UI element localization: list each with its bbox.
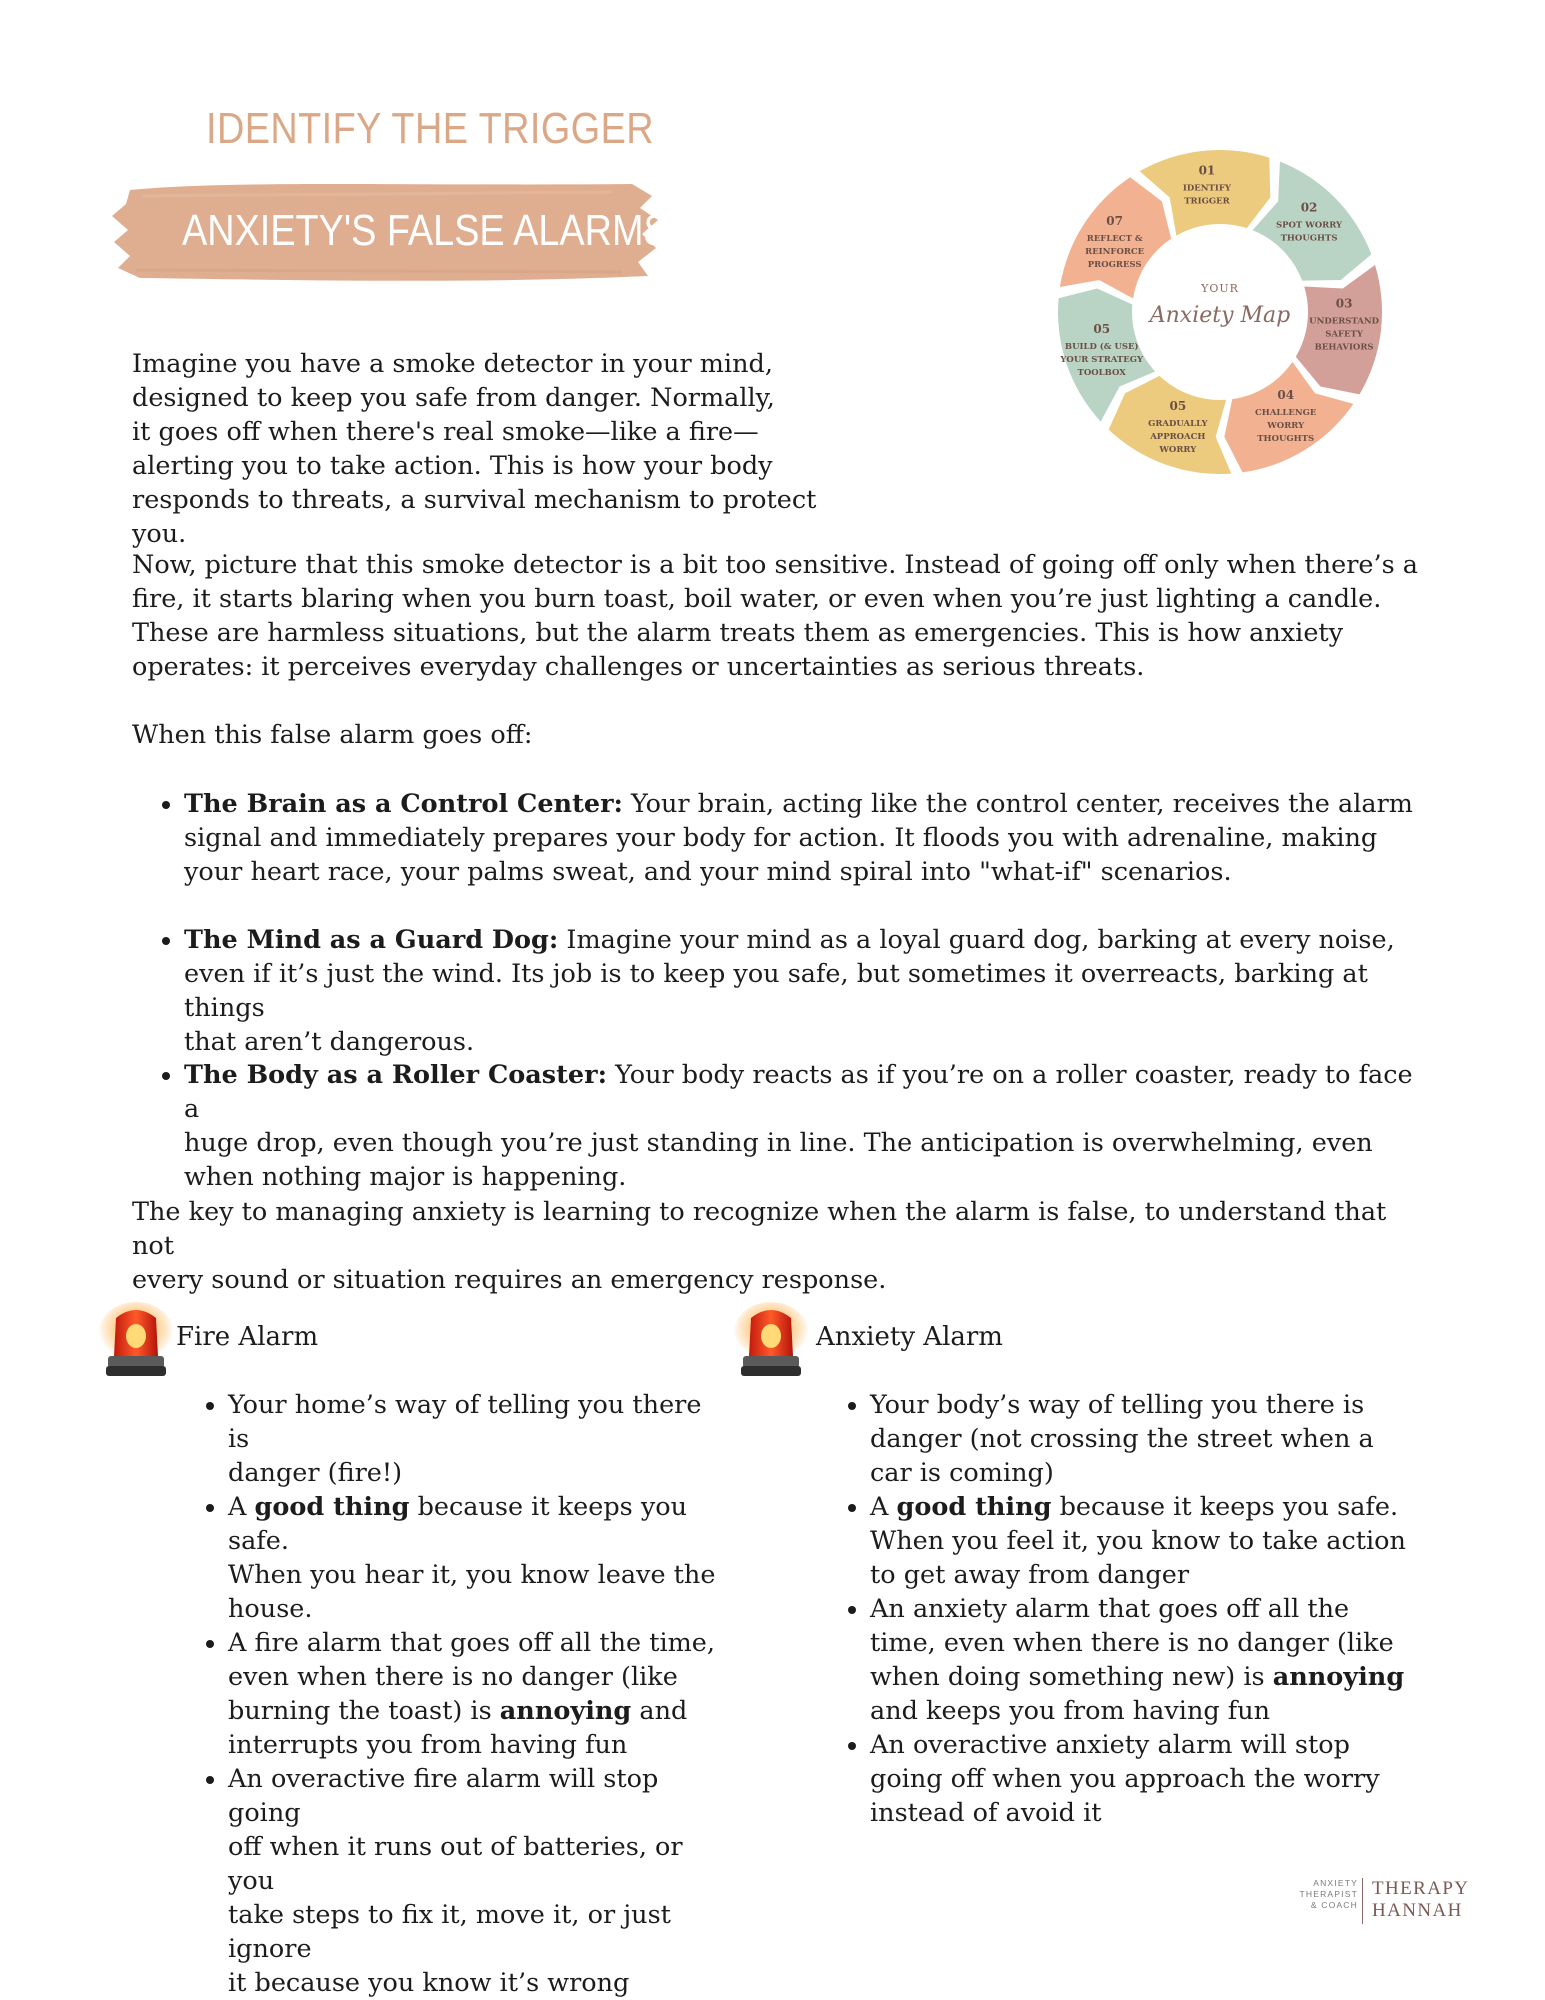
sensitive-line: Now, picture that this smoke detector is a bit too sensitive. Instead of going off only when there’s a: [132, 550, 1418, 580]
sensitive-line: fire, it starts blaring when you burn toast, boil water, or even when you’re just lighting a candle.: [132, 584, 1382, 614]
map-step-label: GRADUALLY: [1148, 419, 1208, 430]
logo-tagline: [1268, 1878, 1358, 1911]
bullet-line: when nothing major is happening.: [184, 1162, 627, 1192]
item-line: An overactive fire alarm will stop going: [228, 1764, 659, 1828]
item-line: An anxiety alarm that goes off all the: [870, 1594, 1350, 1624]
map-center-label: YOUR: [1201, 282, 1239, 295]
alarm-list-item: [870, 1728, 1430, 1830]
item-line: An overactive anxiety alarm will stop: [870, 1730, 1350, 1760]
item-line: it because you know it’s wrong: [228, 1968, 630, 1998]
item-line: interrupts you from having fun: [228, 1730, 628, 1760]
map-step-label: SAFETY: [1325, 329, 1363, 340]
alarm-list-item: [870, 1490, 1430, 1592]
bullet-line: signal and immediately prepares your body for action. It floods you with adrenaline, making: [184, 823, 1378, 853]
item-line: and keeps you from having fun: [870, 1696, 1271, 1726]
bullet-line: Your brain, acting like the control center, receives the alarm: [622, 789, 1413, 819]
bullet-item: [184, 787, 1419, 889]
map-step-number: 05: [1169, 399, 1187, 414]
bullet-line: that aren’t dangerous.: [184, 1027, 475, 1057]
bullet-item: [184, 923, 1419, 1059]
bullet-line: even if it’s just the wind. Its job is to keep you safe, but sometimes it overreacts, barking at things: [184, 959, 1368, 1023]
item-emphasis: good thing: [896, 1492, 1052, 1522]
sensitive-detector-paragraph: [132, 548, 1432, 684]
map-step-label: REINFORCE: [1085, 247, 1145, 258]
item-text: and: [631, 1696, 688, 1726]
bullet-heading: The Body as a Roller Coaster:: [184, 1060, 608, 1090]
alarm-list-item: [228, 1388, 728, 1490]
title-banner: [112, 176, 669, 286]
alarm-list-item: [870, 1592, 1430, 1728]
intro-line: designed to keep you safe from danger. Normally,: [132, 383, 775, 413]
alarm-list-item: [228, 1762, 728, 2000]
key-line: every sound or situation requires an emergency response.: [132, 1265, 887, 1295]
item-line: to get away from danger: [870, 1560, 1190, 1590]
item-line: car is coming): [870, 1458, 1054, 1488]
alarm-list-item: [228, 1490, 728, 1626]
map-step-label: BUILD (& USE): [1064, 341, 1139, 352]
map-center-title: Anxiety Map: [1149, 303, 1291, 328]
map-step-label: REFLECT &: [1086, 234, 1143, 245]
item-text: when doing something new) is: [870, 1662, 1273, 1692]
anxiety-alarm-list: [838, 1388, 1430, 1830]
fire-alarm-title: Fire Alarm: [176, 1322, 319, 1352]
item-text: because it keeps you safe.: [1051, 1492, 1399, 1522]
bullet-line: your heart race, your palms sweat, and your mind spiral into "what-if" scenarios.: [184, 857, 1232, 887]
alarm-list-item: [228, 1626, 728, 1762]
item-line: house.: [228, 1594, 313, 1624]
intro-line: alerting you to take action. This is how your body: [132, 451, 773, 481]
map-step-label: APPROACH: [1150, 432, 1206, 443]
map-step-number: 04: [1277, 387, 1295, 402]
fire-alarm-list: [196, 1388, 728, 2000]
bullet-line: huge drop, even though you’re just standing in line. The anticipation is overwhelming, even: [184, 1128, 1373, 1158]
map-step-label: BEHAVIORS: [1314, 342, 1374, 353]
sensitive-line: These are harmless situations, but the alarm treats them as emergencies. This is how anxiety: [132, 618, 1344, 648]
logo-divider: [1362, 1878, 1363, 1924]
item-emphasis: annoying: [1272, 1662, 1405, 1692]
false-alarm-lead: When this false alarm goes off:: [132, 720, 533, 750]
item-line: danger (fire!): [228, 1458, 403, 1488]
item-line: A fire alarm that goes off all the time,: [228, 1628, 715, 1658]
item-text: burning the toast) is: [228, 1696, 500, 1726]
bullet-mind: [150, 923, 1419, 1059]
siren-icon: [733, 1298, 809, 1380]
map-step-label: TOOLBOX: [1077, 367, 1126, 378]
item-line: When you hear it, you know leave the: [228, 1560, 716, 1590]
map-step-label: SPOT WORRY: [1275, 220, 1343, 231]
map-step-number: 02: [1300, 200, 1318, 215]
map-step-number: 07: [1106, 214, 1124, 229]
bullet-brain: [150, 787, 1419, 889]
key-line: The key to managing anxiety is learning to recognize when the alarm is false, to understand that not: [132, 1197, 1387, 1261]
item-line: instead of avoid it: [870, 1798, 1102, 1828]
map-step-label: TRIGGER: [1184, 196, 1230, 207]
item-line: even when there is no danger (like: [228, 1662, 678, 1692]
item-line: Your body’s way of telling you there is: [870, 1390, 1365, 1420]
item-text: A: [228, 1492, 255, 1522]
page-title: ANXIETY'S FALSE ALARMS: [182, 206, 669, 255]
bullet-heading: The Mind as a Guard Dog:: [184, 925, 559, 955]
item-line: off when it runs out of batteries, or you: [228, 1832, 683, 1896]
item-text: A: [870, 1492, 897, 1522]
logo-wordmark-line: THERAPY: [1372, 1878, 1470, 1899]
item-line: going off when you approach the worry: [870, 1764, 1380, 1794]
brand-logo: [1280, 1878, 1470, 1928]
item-line: When you feel it, you know to take action: [870, 1526, 1406, 1556]
map-step-number: 01: [1198, 163, 1216, 178]
map-step-number: 03: [1335, 296, 1353, 311]
item-text: because it keeps you safe.: [228, 1492, 688, 1556]
logo-tagline-line: ANXIETY: [1313, 1878, 1358, 1888]
logo-tagline-line: & COACH: [1310, 1900, 1358, 1910]
map-step-label: IDENTIFY: [1182, 183, 1231, 194]
map-step-label: THOUGHTS: [1280, 233, 1338, 244]
map-step-label: YOUR STRATEGY: [1060, 354, 1144, 365]
alarm-list-item: [870, 1388, 1430, 1490]
bullet-line: Imagine your mind as a loyal guard dog, barking at every noise,: [558, 925, 1395, 955]
anxiety-alarm-title: Anxiety Alarm: [816, 1322, 1003, 1352]
sensitive-line: operates: it perceives everyday challenges or uncertainties as serious threats.: [132, 652, 1145, 682]
bullet-line: Your body reacts as if you’re on a roller coaster, ready to face a: [184, 1060, 1413, 1124]
item-line: time, even when there is no danger (like: [870, 1628, 1394, 1658]
logo-tagline-line: THERAPIST: [1299, 1889, 1358, 1899]
intro-line: responds to threats, a survival mechanism to protect you.: [132, 485, 817, 549]
item-line: Your home’s way of telling you there is: [228, 1390, 702, 1454]
section-label: IDENTIFY THE TRIGGER: [206, 104, 655, 153]
item-line: take steps to fix it, move it, or just ignore: [228, 1900, 671, 1964]
bullet-heading: The Brain as a Control Center:: [184, 789, 623, 819]
item-line: danger (not crossing the street when a: [870, 1424, 1374, 1454]
siren-icon: [98, 1298, 174, 1380]
anxiety-map-wheel: [1055, 147, 1385, 477]
item-emphasis: good thing: [254, 1492, 410, 1522]
map-step-label: WORRY: [1267, 420, 1305, 431]
key-paragraph: [132, 1195, 1432, 1297]
anxiety-map-graphic: [1055, 147, 1385, 477]
map-step-label: THOUGHTS: [1257, 433, 1315, 444]
map-step-label: PROGRESS: [1087, 260, 1142, 271]
bullet-body: [150, 1058, 1419, 1194]
bullet-item: [184, 1058, 1419, 1194]
logo-wordmark-line: HANNAH: [1372, 1900, 1463, 1921]
map-step-label: WORRY: [1159, 445, 1197, 456]
intro-line: Imagine you have a smoke detector in your mind,: [132, 349, 773, 379]
map-step-number: 05: [1093, 321, 1111, 336]
logo-wordmark: [1372, 1878, 1469, 1922]
map-step-label: UNDERSTAND: [1309, 316, 1380, 327]
item-emphasis: annoying: [499, 1696, 632, 1726]
intro-paragraph: [132, 347, 862, 551]
map-step-label: CHALLENGE: [1255, 407, 1317, 418]
intro-line: it goes off when there's real smoke—like a fire—: [132, 417, 759, 447]
